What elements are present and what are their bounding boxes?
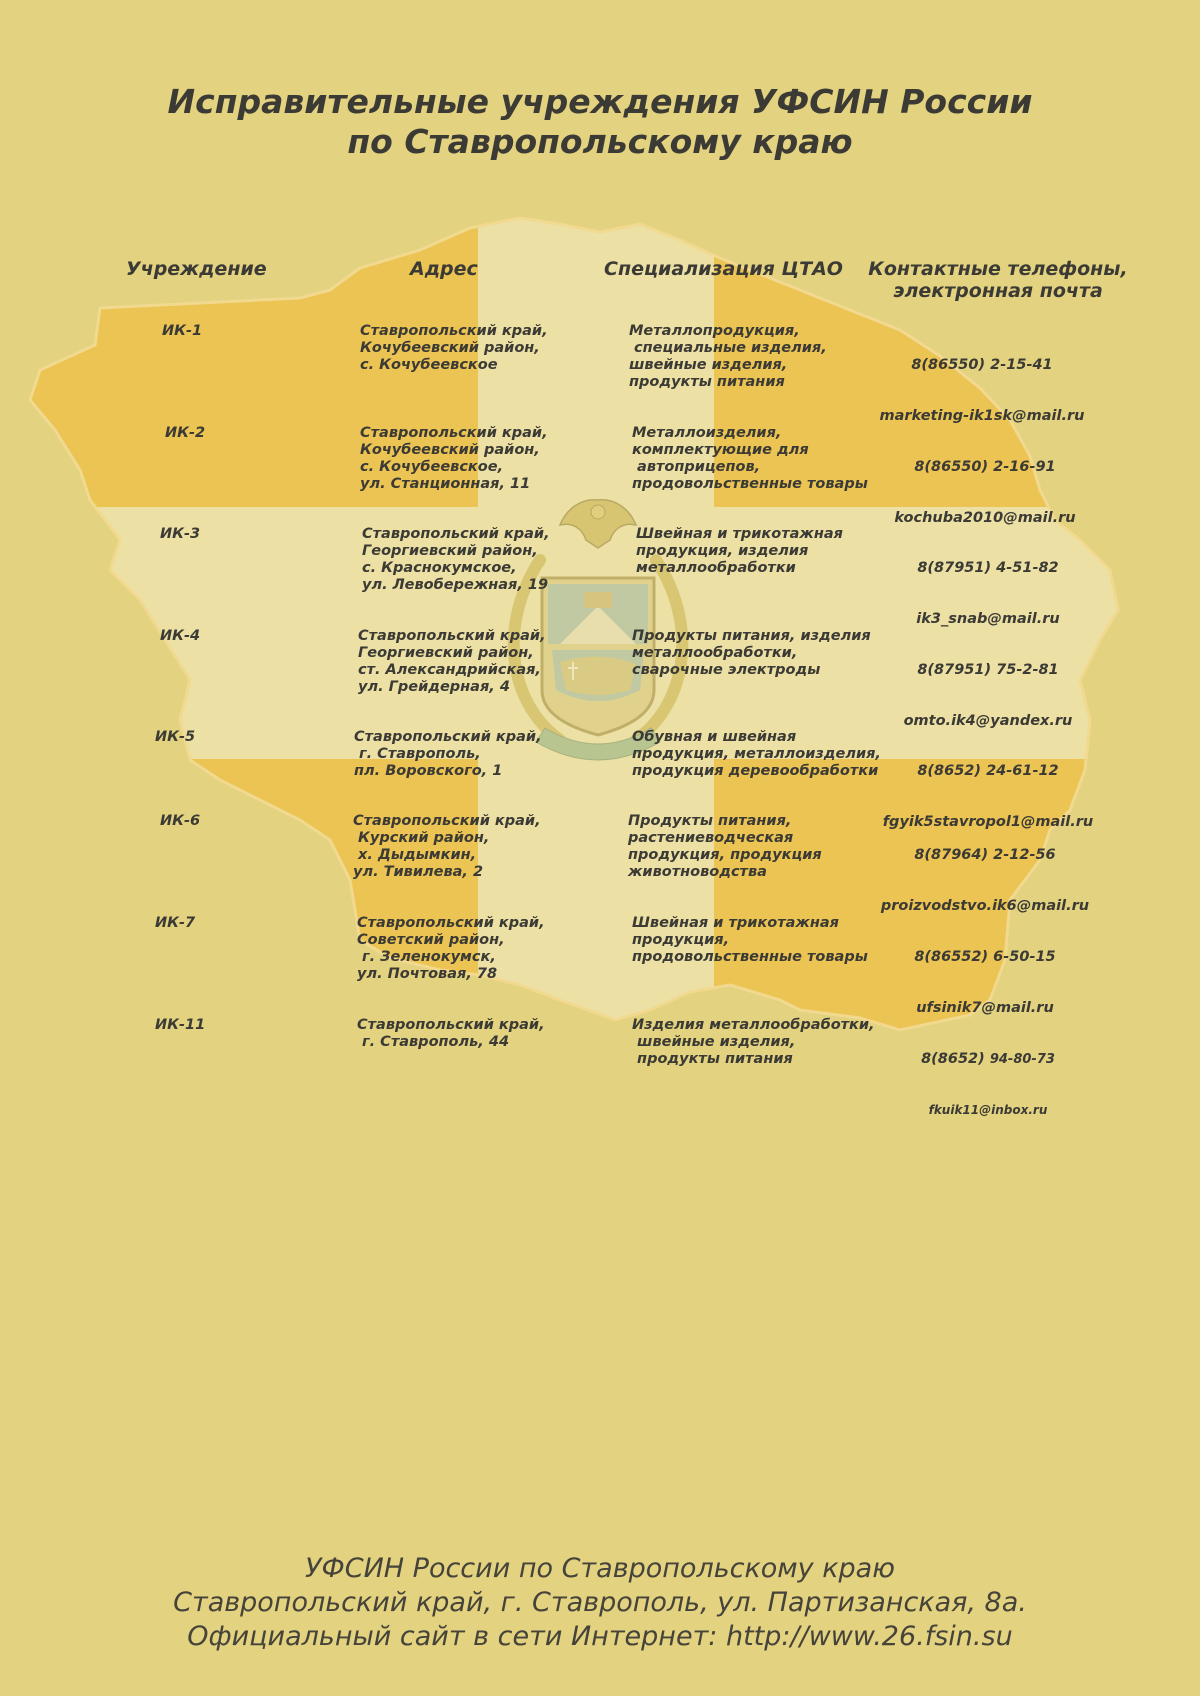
institution-address: Ставропольский край, Курский район, х. Дыдымкин, ул. Тивилева, 2 <box>353 813 541 880</box>
footer-address: Ставропольский край, г. Ставрополь, ул. Партизанская, 8а. <box>173 1587 1027 1618</box>
email-link[interactable]: fgyik5stavropol1@mail.ru <box>882 814 1094 830</box>
column-header-contacts-line-1: Контактные телефоны, <box>868 258 1128 280</box>
phone-number: 8(87951) 4-51-82 <box>917 560 1059 576</box>
institution-address: Ставропольский край, Георгиевский район, с. Краснокумское, ул. Левобережная, 19 <box>362 526 550 593</box>
institution-name: ИК-11 <box>155 1017 206 1033</box>
page-footer <box>0 1552 1200 1654</box>
institution-specialization: Продукты питания, растениеводческая продукция, продукция животноводства <box>628 813 822 880</box>
footer-website[interactable]: Официальный сайт в сети Интернет: http://www.26.fsin.su <box>187 1621 1013 1652</box>
email-link[interactable]: proizvodstvo.ik6@mail.ru <box>880 898 1090 914</box>
column-header-contacts-line-2: электронная почта <box>893 280 1103 302</box>
institution-specialization: Обувная и швейная продукция, металлоизделия, продукция деревообработки <box>632 729 881 779</box>
institution-address: Ставропольский край, Советский район, г. Зеленокумск, ул. Почтовая, 78 <box>357 915 545 982</box>
institution-specialization: Металлопродукция, специальные изделия, швейные изделия, продукты питания <box>629 323 827 390</box>
institution-name: ИК-4 <box>160 628 201 644</box>
institution-name: ИК-6 <box>160 813 201 829</box>
institution-specialization: Швейная и трикотажная продукция, продовольственные товары <box>632 915 868 965</box>
column-header-specialization: Специализация ЦТАО <box>604 258 843 280</box>
email-link[interactable]: fkuik11@inbox.ru <box>928 1103 1048 1117</box>
institution-specialization: Металлоизделия, комплектующие для автоприцепов, продовольственные товары <box>632 425 868 492</box>
phone-digits: 94-80-73 <box>989 1052 1055 1067</box>
email-link[interactable]: ufsinik7@mail.ru <box>916 1000 1054 1016</box>
email-link[interactable]: marketing-ik1sk@mail.ru <box>879 408 1085 424</box>
email-link[interactable]: kochuba2010@mail.ru <box>894 510 1076 526</box>
institution-address: Ставропольский край, Георгиевский район, ст. Александрийская, ул. Грейдерная, 4 <box>358 628 546 695</box>
institution-name: ИК-1 <box>162 323 203 339</box>
institution-specialization: Изделия металлообработки, швейные изделия, продукты питания <box>632 1017 875 1067</box>
page-title <box>0 82 1200 162</box>
institution-specialization: Продукты питания, изделия металлообработки, сварочные электроды <box>632 628 871 678</box>
page-title-line-2: по Ставропольскому краю <box>347 122 853 161</box>
institution-contacts <box>858 1017 1118 1153</box>
phone-code: 8(8652) <box>921 1051 985 1067</box>
column-header-institution: Учреждение <box>126 258 267 280</box>
institution-name: ИК-7 <box>155 915 196 931</box>
phone-number: 8(86552) 6-50-15 <box>914 949 1056 965</box>
phone-number: 8(87964) 2-12-56 <box>914 847 1056 863</box>
column-header-contacts <box>868 258 1128 302</box>
column-header-address: Адрес <box>410 258 478 280</box>
phone-number: 8(8652) 24-61-12 <box>917 763 1059 779</box>
phone-number: 8(86550) 2-16-91 <box>914 459 1056 475</box>
institution-address: Ставропольский край, г. Ставрополь, 44 <box>357 1017 545 1050</box>
phone-number: 8(87951) 75-2-81 <box>917 662 1059 678</box>
email-link[interactable]: omto.ik4@yandex.ru <box>903 713 1073 729</box>
institution-address: Ставропольский край, г. Ставрополь, пл. Воровского, 1 <box>354 729 542 779</box>
institution-address: Ставропольский край, Кочубеевский район, с. Кочубеевское <box>360 323 548 373</box>
institution-address: Ставропольский край, Кочубеевский район, с. Кочубеевское, ул. Станционная, 11 <box>360 425 548 492</box>
email-link[interactable]: ik3_snab@mail.ru <box>916 611 1060 627</box>
institution-name: ИК-3 <box>160 526 201 542</box>
institution-specialization: Швейная и трикотажная продукция, изделия металлообработки <box>636 526 843 576</box>
phone-number <box>858 1051 1118 1068</box>
phone-number: 8(86550) 2-15-41 <box>911 357 1053 373</box>
institution-name: ИК-5 <box>155 729 196 745</box>
institution-name: ИК-2 <box>165 425 206 441</box>
footer-organization: УФСИН России по Ставропольскому краю <box>305 1553 895 1584</box>
page-title-line-1: Исправительные учреждения УФСИН России <box>167 82 1033 121</box>
